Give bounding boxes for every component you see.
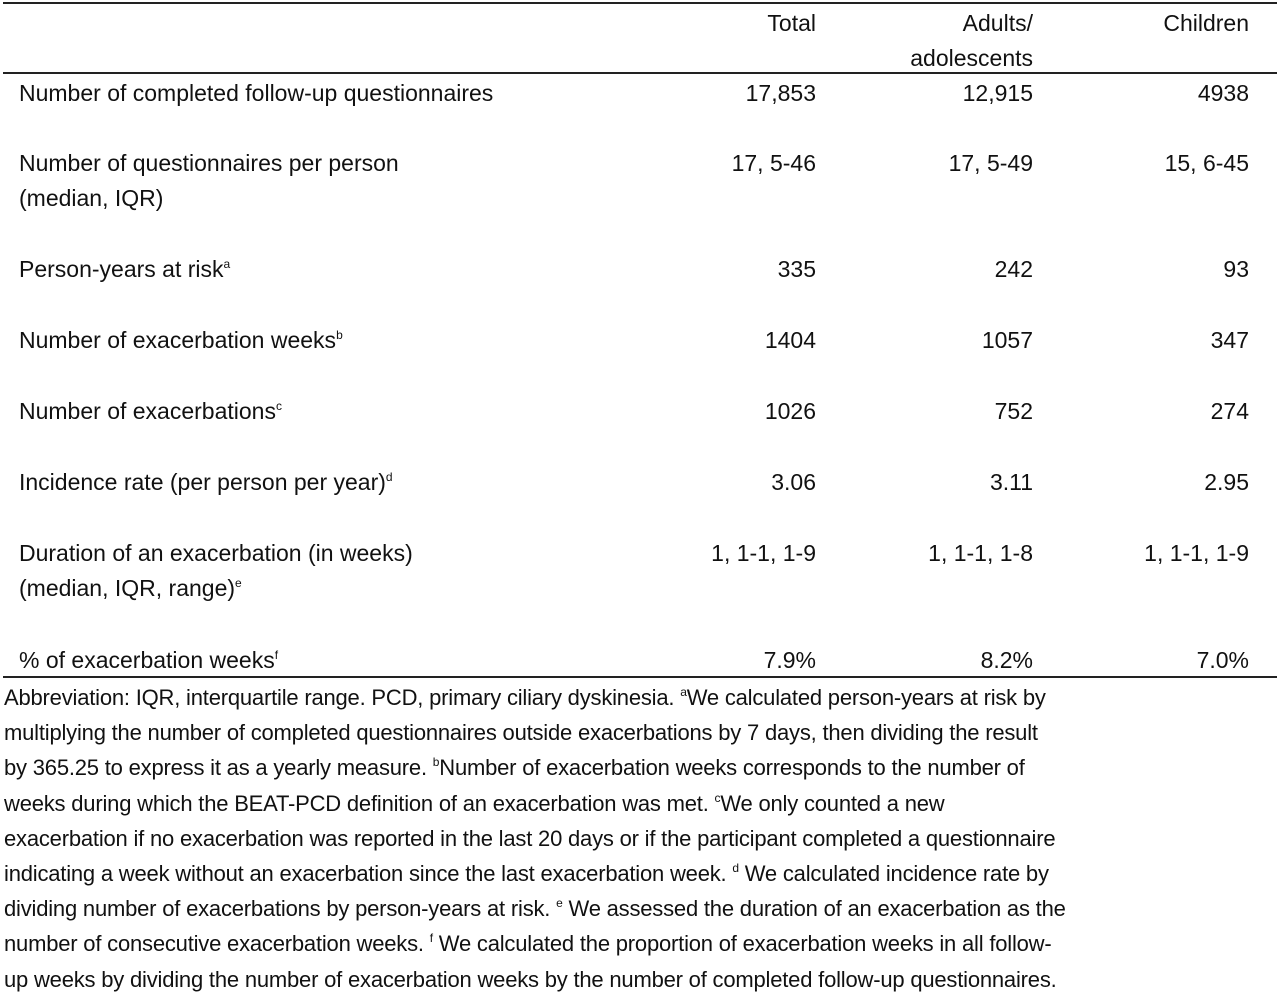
cell-children: 2.95 [1204, 469, 1249, 495]
footnote-marker: a [680, 685, 687, 699]
row-label: % of exacerbation weeks$^f$ [19, 647, 279, 673]
row-label: Person-years at risk$^a$ [19, 256, 231, 282]
footnote-line: exacerbation if no exacerbation was reported in the last 20 days or if the participant completed a questionnaire [4, 825, 1056, 851]
column-header-adults-adolescents: Adults/ adolescents [910, 10, 1033, 71]
cell-total: 335 [777, 256, 816, 282]
cell-adults-adolescents: 1057 [981, 327, 1033, 353]
footnote-marker: b [432, 755, 440, 770]
row-label: Number of exacerbation weeks$^b$ [19, 327, 343, 353]
footnote-line: multiplying the number of completed questionnaires outside exacerbations by 7 days, then dividing the result [4, 720, 1038, 746]
row-label: Duration of an exacerbation (in weeks) (median, IQR, range)$^e$ [19, 540, 413, 601]
footnote-marker: e [235, 576, 242, 590]
footnote-line: weeks during which the BEAT-PCD definition of an exacerbation was met. $^c$We only counted a new [4, 790, 945, 816]
footnote-marker: c [714, 790, 721, 805]
row-label: Number of completed follow-up questionnaires [19, 80, 494, 106]
footnote-marker: d [385, 470, 393, 484]
row-label: Number of questionnaires per person (median, IQR) [19, 150, 399, 211]
column-header-children: Children [1163, 10, 1249, 36]
cell-children: 4938 [1197, 80, 1249, 106]
footnote-line: Abbreviation: IQR, interquartile range. PCD, primary ciliary dyskinesia. $^a$We calculated person-years at risk by [4, 685, 1046, 710]
cell-adults-adolescents: 8.2% [980, 647, 1033, 673]
footnote-marker: f [429, 931, 433, 946]
cell-total: 1026 [764, 398, 816, 424]
cell-total: 1, 1-1, 1-9 [711, 540, 816, 566]
footnote-line: indicating a week without an exacerbation since the last exacerbation week. $^d$ We calculated incidence rate by [4, 861, 1049, 887]
cell-children: 1, 1-1, 1-9 [1144, 540, 1249, 566]
cell-children: 93 [1223, 256, 1249, 282]
cell-total: 17, 5-46 [731, 150, 816, 176]
cell-adults-adolescents: 1, 1-1, 1-8 [928, 540, 1033, 566]
footnote-marker: e [556, 896, 563, 911]
cell-total: 1404 [764, 327, 816, 353]
footnote-line: by 365.25 to express it as a yearly measure. $^b$Number of exacerbation weeks corresponds to the number of [4, 755, 1025, 781]
footnote-marker: a [223, 257, 231, 271]
table-bottom-rule [3, 676, 1277, 678]
cell-children: 15, 6-45 [1164, 150, 1249, 176]
cell-total: 3.06 [771, 469, 816, 495]
column-header-total: Total [767, 10, 816, 36]
footnote-line: up weeks by dividing the number of exacerbation weeks by the number of completed follow-up questionnaires. [4, 966, 1057, 992]
cell-children: 7.0% [1196, 647, 1249, 673]
footnote-line: number of consecutive exacerbation weeks. $^f$ We calculated the proportion of exacerbation weeks in all follow- [4, 931, 1052, 957]
footnote-marker: d [732, 861, 739, 876]
footnote-marker: f [274, 648, 279, 662]
cell-adults-adolescents: 752 [994, 398, 1033, 424]
cell-adults-adolescents: 242 [994, 256, 1033, 282]
cell-total: 7.9% [763, 647, 816, 673]
cell-children: 274 [1210, 398, 1249, 424]
cell-children: 347 [1210, 327, 1249, 353]
cell-total: 17,853 [745, 80, 816, 106]
cell-adults-adolescents: 12,915 [962, 80, 1033, 106]
table-header-rule [3, 72, 1277, 74]
table-top-rule [3, 2, 1277, 4]
row-label: Number of exacerbations$^c$ [19, 398, 282, 424]
table-footnote [4, 680, 1280, 997]
footnote-marker: c [275, 399, 282, 413]
cell-adults-adolescents: 3.11 [989, 469, 1033, 495]
footnote-line: dividing number of exacerbations by person-years at risk. $^e$ We assessed the duration of an exacerbation as the [4, 896, 1066, 922]
row-label: Incidence rate (per person per year)$^d$ [19, 469, 393, 495]
cell-adults-adolescents: 17, 5-49 [948, 150, 1033, 176]
footnote-marker: b [336, 328, 343, 342]
